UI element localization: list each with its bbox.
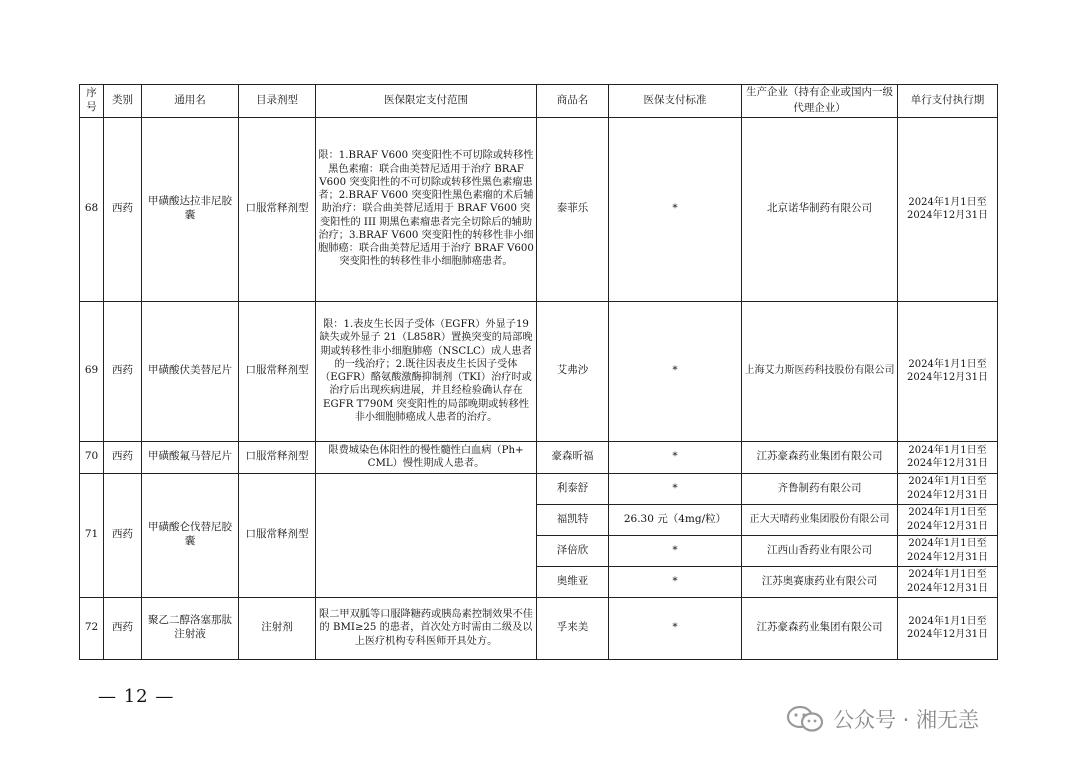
period-end: 2024年12月31日 — [907, 210, 988, 221]
period-end: 2024年12月31日 — [907, 372, 988, 383]
period-start: 2024年1月1日至 — [908, 507, 987, 518]
row-payment-scope: 限费城染色体阳性的慢性髓性白血病（Ph+ CML）慢性期成人患者。 — [316, 441, 537, 473]
header-row — [80, 85, 998, 118]
table-row — [80, 301, 998, 441]
header-period: 单行支付执行期 — [898, 85, 998, 118]
row-dosage-form: 口服常释剂型 — [239, 473, 316, 597]
row-generic-name: 甲磺酸仑伐替尼胶囊 — [142, 473, 239, 597]
period-start: 2024年1月1日至 — [908, 444, 987, 456]
row-dosage-form: 注射剂 — [239, 597, 316, 659]
row-category: 西药 — [104, 597, 142, 659]
drug-table — [79, 84, 998, 660]
row-brand-name: 奥维亚 — [537, 566, 609, 597]
row-period — [898, 441, 998, 473]
watermark-text: 公众号 · 湘无恙 — [833, 708, 980, 732]
table-row — [80, 117, 998, 301]
row-period — [898, 535, 998, 566]
period-start: 2024年1月1日至 — [908, 358, 987, 370]
page-number: — 12 — — [98, 686, 175, 707]
row-period — [898, 117, 998, 301]
period-end: 2024年12月31日 — [907, 582, 988, 594]
row-manufacturer: 正大天晴药业集团股份有限公司 — [742, 504, 898, 535]
table-row — [80, 441, 998, 473]
row-period — [898, 566, 998, 597]
table-row — [80, 473, 998, 504]
row-payment-scope: 限二甲双胍等口服降糖药或胰岛素控制效果不佳的 BMI≥25 的患者，首次处方时需由二级及以上医疗机构专科医师开具处方。 — [316, 597, 537, 659]
period-start: 2024年1月1日至 — [908, 538, 987, 549]
row-payment-standard: * — [609, 566, 742, 597]
row-category: 西药 — [104, 301, 142, 441]
row-no: 70 — [80, 441, 104, 473]
row-manufacturer: 上海艾力斯医药科技股份有限公司 — [742, 301, 898, 441]
header-generic-name: 通用名 — [142, 85, 239, 118]
row-no: 72 — [80, 597, 104, 659]
row-dosage-form: 口服常释剂型 — [239, 117, 316, 301]
row-manufacturer: 江苏豪森药业集团有限公司 — [742, 441, 898, 473]
period-end: 2024年12月31日 — [907, 551, 988, 563]
row-manufacturer: 江苏奥赛康药业有限公司 — [742, 566, 898, 597]
row-period — [898, 301, 998, 441]
row-category: 西药 — [104, 117, 142, 301]
period-end: 2024年12月31日 — [907, 458, 988, 469]
wechat-icon — [785, 705, 825, 733]
period-start: 2024年1月1日至 — [908, 476, 987, 487]
table-row — [80, 597, 998, 659]
row-payment-standard: * — [609, 597, 742, 659]
row-payment-scope: 限：1.BRAF V600 突变阳性不可切除或转移性黑色素瘤：联合曲美替尼适用于治疗 BRAF V600 突变阳性的不可切除或转移性黑色素瘤患者；2.BRAF V600 突变阳性黑色素瘤的术后辅助治疗：联合曲美替尼适用于 BRAF V600 突变阳性的 III 期黑色素瘤患者完全切除后的辅助治疗；3.BRAF V600 突变阳性的转移性非小细胞肺癌：联合曲美替尼适用于治疗 BRAF V600 突变阳性的转移性非小细胞肺癌患者。 — [316, 117, 537, 301]
header-manufacturer: 生产企业（持有企业或国内一级代理企业） — [742, 85, 898, 118]
period-end: 2024年12月31日 — [907, 489, 988, 501]
period-start: 2024年1月1日至 — [908, 615, 987, 627]
row-generic-name: 甲磺酸氟马替尼片 — [142, 441, 239, 473]
header-brand-name: 商品名 — [537, 85, 609, 118]
row-generic-name: 甲磺酸伏美替尼片 — [142, 301, 239, 441]
row-payment-standard: * — [609, 301, 742, 441]
row-period — [898, 473, 998, 504]
header-category: 类别 — [104, 85, 142, 118]
header-dosage-form: 目录剂型 — [239, 85, 316, 118]
row-payment-scope — [316, 473, 537, 597]
row-payment-standard: * — [609, 441, 742, 473]
row-payment-standard: 26.30 元（4mg/粒） — [609, 504, 742, 535]
row-period — [898, 597, 998, 659]
row-brand-name: 福凯特 — [537, 504, 609, 535]
row-brand-name: 孚来美 — [537, 597, 609, 659]
row-manufacturer: 江苏豪森药业集团有限公司 — [742, 597, 898, 659]
row-payment-standard: * — [609, 473, 742, 504]
header-payment-standard: 医保支付标准 — [609, 85, 742, 118]
row-brand-name: 豪森昕福 — [537, 441, 609, 473]
row-generic-name: 甲磺酸达拉非尼胶囊 — [142, 117, 239, 301]
watermark — [785, 704, 979, 734]
row-no: 71 — [80, 473, 104, 597]
row-brand-name: 泰菲乐 — [537, 117, 609, 301]
row-manufacturer: 北京诺华制药有限公司 — [742, 117, 898, 301]
period-start: 2024年1月1日至 — [908, 569, 987, 580]
period-end: 2024年12月31日 — [907, 520, 988, 532]
row-payment-standard: * — [609, 117, 742, 301]
row-no: 68 — [80, 117, 104, 301]
row-brand-name: 利泰舒 — [537, 473, 609, 504]
row-dosage-form: 口服常释剂型 — [239, 441, 316, 473]
row-dosage-form: 口服常释剂型 — [239, 301, 316, 441]
row-payment-scope: 限：1.表皮生长因子受体（EGFR）外显子19 缺失或外显子 21（L858R）置换突变的局部晚期或转移性非小细胞肺癌（NSCLC）成人患者的一线治疗；2.既往因表皮生长因子受体（EGFR）酪氨酸激酶抑制剂（TKI）治疗时或治疗后出现疾病进展，并且经检验确认存在 EGFR T790M 突变阳性的局部晚期或转移性非小细胞肺癌成人患者的治疗。 — [316, 301, 537, 441]
row-category: 西药 — [104, 473, 142, 597]
header-no: 序号 — [80, 85, 104, 118]
row-brand-name: 艾弗沙 — [537, 301, 609, 441]
row-generic-name: 聚乙二醇洛塞那肽注射液 — [142, 597, 239, 659]
row-manufacturer: 齐鲁制药有限公司 — [742, 473, 898, 504]
period-start: 2024年1月1日至 — [908, 196, 987, 208]
row-category: 西药 — [104, 441, 142, 473]
row-period — [898, 504, 998, 535]
row-payment-standard: * — [609, 535, 742, 566]
period-end: 2024年12月31日 — [907, 629, 988, 640]
header-payment-scope: 医保限定支付范围 — [316, 85, 537, 118]
row-brand-name: 泽倍欣 — [537, 535, 609, 566]
row-manufacturer: 江西山香药业有限公司 — [742, 535, 898, 566]
row-no: 69 — [80, 301, 104, 441]
